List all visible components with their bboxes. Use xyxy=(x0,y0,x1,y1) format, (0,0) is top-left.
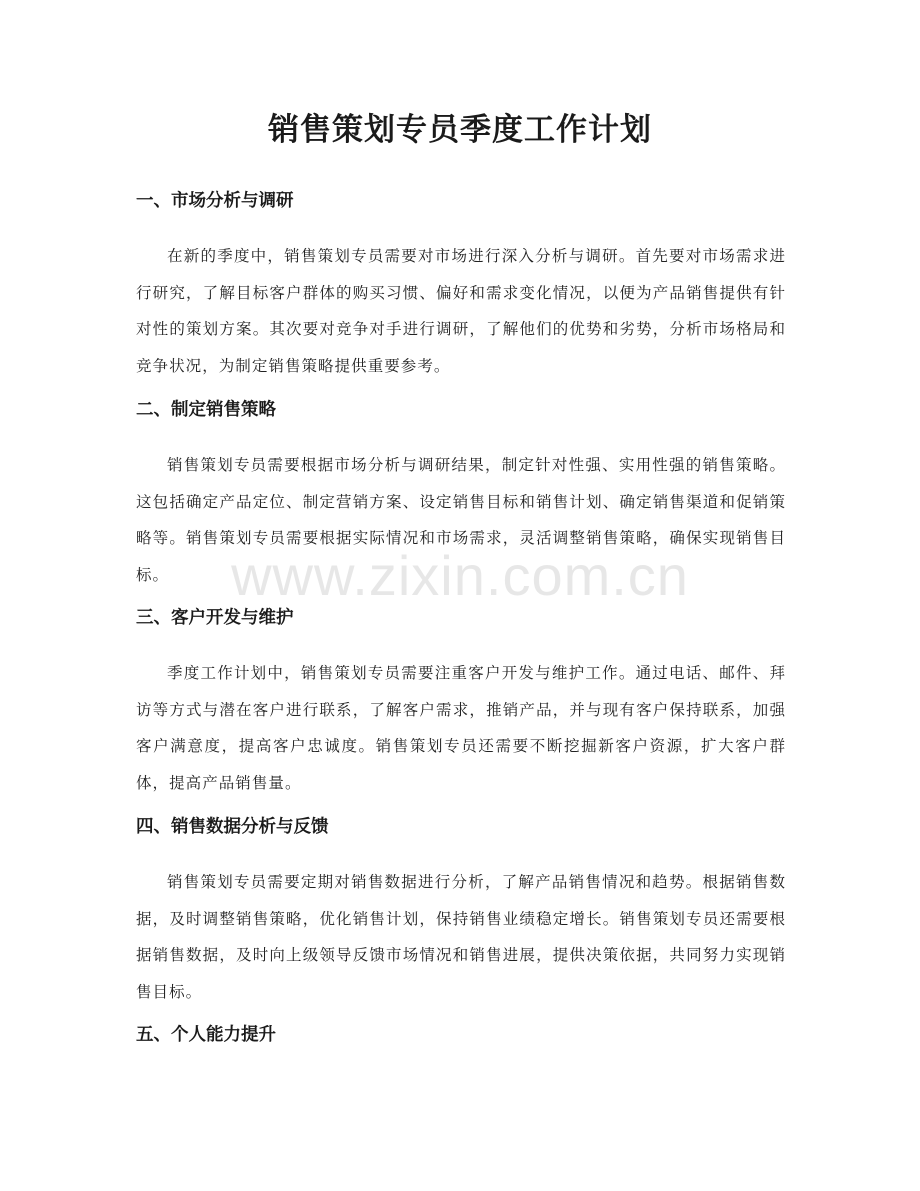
section-body: 季度工作计划中，销售策划专员需要注重客户开发与维护工作。通过电话、邮件、拜访等方式与潜在客户进行联系，了解客户需求，推销产品，并与现有客户保持联系，加强客户满意度，提高客户忠诚度。销售策划专员还需要不断挖掘新客户资源，扩大客户群体，提高产品销售量。 xyxy=(136,664,786,792)
section-customer-development xyxy=(136,605,786,801)
section-sales-strategy xyxy=(136,397,786,593)
section-body: 销售策划专员需要根据市场分析与调研结果，制定针对性强、实用性强的销售策略。这包括确定产品定位、制定营销方案、设定销售目标和销售计划、确定销售渠道和促销策略等。销售策划专员需要根据实际情况和市场需求，灵活调整销售策略，确保实现销售目标。 xyxy=(136,456,786,584)
section-personal-development xyxy=(136,1022,786,1048)
section-body: 在新的季度中，销售策划专员需要对市场进行深入分析与调研。首先要对市场需求进行研究，了解目标客户群体的购买习惯、偏好和需求变化情况，以便为产品销售提供有针对性的策划方案。其次要对竞争对手进行调研，了解他们的优势和劣势，分析市场格局和竞争状况，为制定销售策略提供重要参考。 xyxy=(136,247,786,375)
section-heading: 一、市场分析与调研 xyxy=(136,191,294,211)
section-heading: 二、制定销售策略 xyxy=(136,400,276,420)
section-sales-data-analysis xyxy=(136,814,786,1010)
watermark: www.zixin.com.cn xyxy=(231,544,689,607)
section-market-analysis xyxy=(136,188,786,384)
section-heading: 三、客户开发与维护 xyxy=(136,608,294,628)
section-heading: 五、个人能力提升 xyxy=(136,1025,276,1045)
document-title: 销售策划专员季度工作计划 xyxy=(268,112,652,148)
section-heading: 四、销售数据分析与反馈 xyxy=(136,817,329,837)
section-body: 销售策划专员需要定期对销售数据进行分析，了解产品销售情况和趋势。根据销售数据，及时调整销售策略，优化销售计划，保持销售业绩稳定增长。销售策划专员还需要根据销售数据，及时向上级领导反馈市场情况和销售进展，提供决策依据，共同努力实现销售目标。 xyxy=(136,873,786,1001)
